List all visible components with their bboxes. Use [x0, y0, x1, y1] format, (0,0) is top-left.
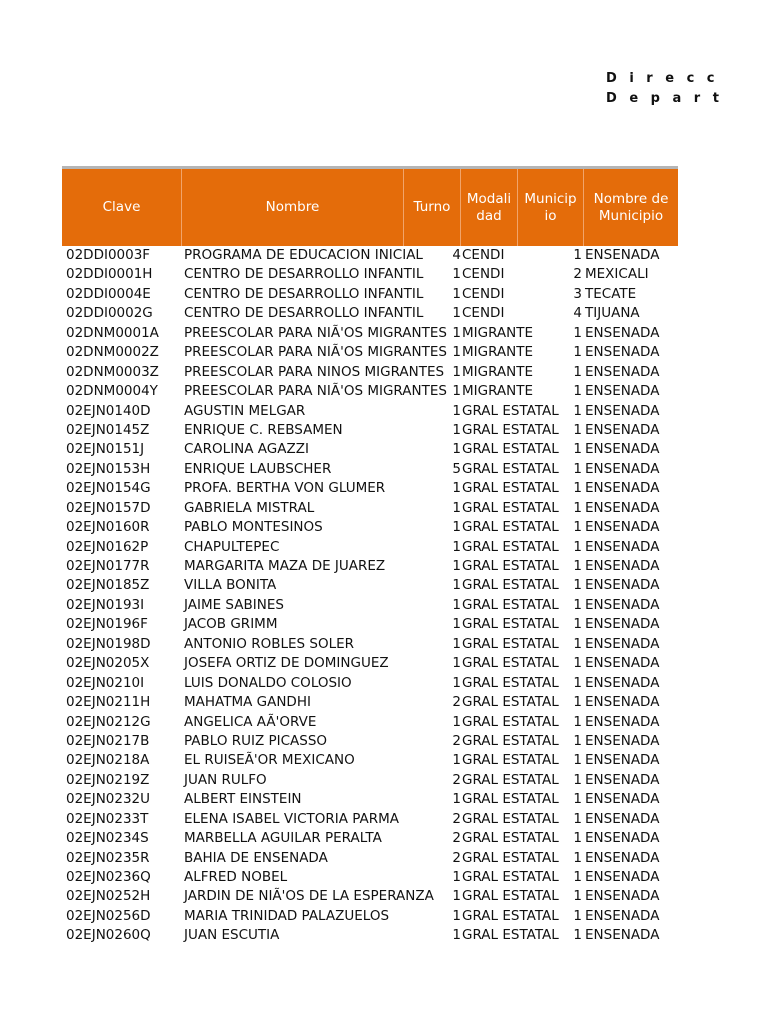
- cell-modalidad: GRAL ESTATAL: [462, 577, 559, 594]
- cell-municipio: 1: [573, 383, 582, 400]
- cell-clave: 02DDI0002G: [66, 305, 153, 322]
- cell-modalidad: CENDI: [462, 285, 505, 302]
- cell-clave: 02EJN0196F: [66, 616, 148, 633]
- cell-turno: 1: [452, 480, 461, 497]
- cell-nombre: MARGARITA MAZA DE JUAREZ: [184, 558, 386, 574]
- table-row: [62, 576, 678, 595]
- cell-clave: 02EJN0198D: [66, 635, 151, 652]
- cell-turno: 1: [452, 558, 461, 574]
- cell-nombre-municipio: ENSENADA: [585, 888, 660, 905]
- table-row: [62, 654, 678, 673]
- cell-clave: 02EJN0154G: [66, 480, 151, 497]
- table-row: [62, 363, 678, 382]
- cell-modalidad: GRAL ESTATAL: [462, 480, 559, 497]
- cell-municipio: 1: [573, 558, 582, 574]
- cell-modalidad: GRAL ESTATAL: [462, 519, 559, 536]
- cell-modalidad: GRAL ESTATAL: [462, 616, 559, 633]
- document-title-line-1: D i r e c c: [606, 71, 719, 86]
- table-row: [62, 596, 678, 615]
- table-row: [62, 382, 678, 401]
- table-row: [62, 460, 678, 479]
- cell-turno: 2: [452, 694, 461, 711]
- cell-turno: 1: [452, 635, 461, 652]
- cell-municipio: 1: [573, 577, 582, 594]
- table-row: [62, 849, 678, 868]
- cell-clave: 02EJN0205X: [66, 655, 150, 672]
- cell-municipio: 1: [573, 460, 582, 477]
- table-row: [62, 635, 678, 654]
- cell-nombre-municipio: ENSENADA: [585, 480, 660, 497]
- cell-clave: 02EJN0219Z: [66, 771, 150, 788]
- cell-municipio: 1: [573, 830, 582, 847]
- cell-clave: 02EJN0234S: [66, 830, 149, 847]
- cell-modalidad: GRAL ESTATAL: [462, 402, 559, 419]
- table-row: [62, 324, 678, 343]
- cell-modalidad: GRAL ESTATAL: [462, 674, 559, 691]
- cell-turno: 1: [452, 499, 461, 516]
- cell-municipio: 1: [573, 927, 582, 944]
- cell-municipio: 1: [573, 616, 582, 633]
- cell-modalidad: GRAL ESTATAL: [462, 888, 559, 905]
- cell-modalidad: GRAL ESTATAL: [462, 596, 559, 613]
- cell-turno: 4: [452, 247, 461, 263]
- cell-municipio: 1: [573, 421, 582, 438]
- cell-nombre: CENTRO DE DESARROLLO INFANTIL: [184, 305, 424, 322]
- table-row: [62, 615, 678, 634]
- cell-nombre: CHAPULTEPEC: [184, 538, 280, 555]
- table-row: [62, 557, 678, 576]
- cell-nombre: JACOB GRIMM: [184, 616, 278, 633]
- cell-nombre-municipio: ENSENADA: [585, 441, 660, 458]
- cell-nombre-municipio: ENSENADA: [585, 674, 660, 691]
- cell-modalidad: GRAL ESTATAL: [462, 752, 559, 769]
- cell-nombre: CAROLINA AGAZZI: [184, 441, 309, 458]
- cell-nombre: ALBERT EINSTEIN: [184, 791, 302, 808]
- table-row: [62, 499, 678, 518]
- cell-clave: 02DDI0004E: [66, 285, 151, 302]
- table-row: [62, 790, 678, 809]
- cell-modalidad: GRAL ESTATAL: [462, 830, 559, 847]
- cell-municipio: 1: [573, 849, 582, 866]
- cell-clave: 02EJN0157D: [66, 499, 151, 516]
- cell-nombre: ANTONIO ROBLES SOLER: [184, 635, 355, 652]
- cell-turno: 1: [452, 344, 461, 361]
- cell-nombre: ELENA ISABEL VICTORIA PARMA: [184, 810, 400, 827]
- cell-nombre-municipio: ENSENADA: [585, 499, 660, 516]
- cell-turno: 1: [452, 363, 461, 380]
- cell-clave: 02EJN0212G: [66, 713, 151, 730]
- table-row: [62, 674, 678, 693]
- cell-municipio: 1: [573, 596, 582, 613]
- cell-turno: 1: [452, 538, 461, 555]
- table-row: [62, 421, 678, 440]
- cell-nombre-municipio: ENSENADA: [585, 907, 660, 924]
- cell-turno: 2: [452, 830, 461, 847]
- table-row: [62, 926, 678, 945]
- cell-municipio: 1: [573, 635, 582, 652]
- cell-turno: 1: [452, 791, 461, 808]
- cell-modalidad: GRAL ESTATAL: [462, 441, 559, 458]
- cell-nombre: JAIME SABINES: [184, 596, 284, 613]
- cell-nombre: MARBELLA AGUILAR PERALTA: [184, 830, 382, 847]
- cell-modalidad: CENDI: [462, 305, 505, 322]
- table-row: [62, 713, 678, 732]
- cell-nombre-municipio: MEXICALI: [585, 266, 649, 283]
- cell-nombre: VILLA BONITA: [184, 577, 277, 594]
- cell-municipio: 3: [573, 285, 582, 302]
- cell-modalidad: CENDI: [462, 266, 505, 283]
- cell-nombre-municipio: ENSENADA: [585, 830, 660, 847]
- cell-nombre: GABRIELA MISTRAL: [184, 499, 315, 516]
- cell-nombre: PREESCOLAR PARA NIÃ'OS MIGRANTES: [184, 324, 447, 341]
- cell-modalidad: GRAL ESTATAL: [462, 558, 559, 574]
- cell-municipio: 1: [573, 888, 582, 905]
- cell-municipio: 1: [573, 732, 582, 749]
- cell-turno: 5: [452, 460, 461, 477]
- cell-nombre-municipio: ENSENADA: [585, 538, 660, 555]
- cell-modalidad: GRAL ESTATAL: [462, 538, 559, 555]
- table-row: [62, 246, 678, 265]
- cell-clave: 02EJN0210I: [66, 674, 145, 691]
- cell-municipio: 2: [573, 266, 582, 283]
- cell-turno: 1: [452, 616, 461, 633]
- cell-nombre: LUIS DONALDO COLOSIO: [184, 674, 352, 691]
- cell-municipio: 1: [573, 791, 582, 808]
- cell-nombre: JOSEFA ORTIZ DE DOMINGUEZ: [184, 655, 389, 672]
- cell-modalidad: GRAL ESTATAL: [462, 869, 559, 885]
- document-title-line-2: D e p a r t: [606, 91, 723, 106]
- cell-turno: 1: [452, 577, 461, 594]
- cell-municipio: 1: [573, 363, 582, 380]
- cell-nombre-municipio: ENSENADA: [585, 752, 660, 769]
- cell-clave: 02EJN0153H: [66, 460, 151, 477]
- cell-nombre-municipio: ENSENADA: [585, 460, 660, 477]
- cell-nombre: CENTRO DE DESARROLLO INFANTIL: [184, 266, 424, 283]
- table-row: [62, 810, 678, 829]
- cell-clave: 02DDI0003F: [66, 247, 151, 263]
- cell-clave: 02DNM0001A: [66, 324, 159, 341]
- table-row: [62, 538, 678, 557]
- cell-nombre-municipio: ENSENADA: [585, 596, 660, 613]
- cell-nombre-municipio: ENSENADA: [585, 635, 660, 652]
- cell-clave: 02EJN0140D: [66, 402, 151, 419]
- cell-nombre-municipio: TECATE: [585, 285, 637, 302]
- cell-municipio: 1: [573, 752, 582, 769]
- cell-turno: 1: [452, 907, 461, 924]
- cell-clave: 02EJN0218A: [66, 752, 150, 769]
- cell-municipio: 1: [573, 519, 582, 536]
- cell-turno: 1: [452, 927, 461, 944]
- cell-nombre: PREESCOLAR PARA NIÃ'OS MIGRANTES: [184, 383, 447, 400]
- cell-nombre: MAHATMA GANDHI: [184, 694, 311, 711]
- cell-modalidad: GRAL ESTATAL: [462, 907, 559, 924]
- column-header-nombre: Nombre: [182, 169, 404, 246]
- cell-modalidad: MIGRANTE: [462, 344, 534, 361]
- cell-municipio: 4: [573, 305, 582, 322]
- cell-nombre-municipio: ENSENADA: [585, 616, 660, 633]
- table-row: [62, 343, 678, 362]
- column-header-turno: Turno: [404, 169, 461, 246]
- cell-modalidad: GRAL ESTATAL: [462, 927, 559, 944]
- table-row: [62, 402, 678, 421]
- cell-clave: 02EJN0256D: [66, 907, 151, 924]
- cell-nombre: ANGELICA AÃ'ORVE: [184, 713, 317, 730]
- table-row: [62, 907, 678, 926]
- cell-nombre-municipio: ENSENADA: [585, 810, 660, 827]
- cell-nombre: ENRIQUE C. REBSAMEN: [184, 421, 343, 438]
- cell-turno: 1: [452, 674, 461, 691]
- table-row: [62, 771, 678, 790]
- cell-municipio: 1: [573, 694, 582, 711]
- cell-nombre-municipio: ENSENADA: [585, 363, 660, 380]
- cell-clave: 02EJN0151J: [66, 441, 145, 458]
- cell-turno: 1: [452, 285, 461, 302]
- cell-nombre-municipio: TIJUANA: [585, 305, 640, 322]
- cell-clave: 02EJN0235R: [66, 849, 150, 866]
- cell-modalidad: GRAL ESTATAL: [462, 694, 559, 711]
- cell-municipio: 1: [573, 771, 582, 788]
- cell-clave: 02EJN0260Q: [66, 927, 151, 944]
- cell-municipio: 1: [573, 344, 582, 361]
- cell-nombre: JUAN RULFO: [184, 771, 267, 788]
- cell-clave: 02DNM0003Z: [66, 363, 159, 380]
- table-row: [62, 479, 678, 498]
- cell-turno: 1: [452, 266, 461, 283]
- cell-nombre-municipio: ENSENADA: [585, 247, 660, 263]
- table-row: [62, 440, 678, 459]
- cell-nombre: AGUSTIN MELGAR: [184, 402, 306, 419]
- cell-clave: 02EJN0145Z: [66, 421, 150, 438]
- cell-turno: 1: [452, 421, 461, 438]
- cell-turno: 2: [452, 849, 461, 866]
- cell-municipio: 1: [573, 441, 582, 458]
- cell-modalidad: GRAL ESTATAL: [462, 655, 559, 672]
- cell-nombre-municipio: ENSENADA: [585, 402, 660, 419]
- cell-clave: 02EJN0217B: [66, 732, 150, 749]
- column-header-nombre-municipio: Nombre de Municipio: [593, 190, 669, 224]
- table-row: [62, 693, 678, 712]
- cell-turno: 2: [452, 810, 461, 827]
- cell-nombre-municipio: ENSENADA: [585, 421, 660, 438]
- cell-nombre-municipio: ENSENADA: [585, 383, 660, 400]
- cell-turno: 1: [452, 596, 461, 613]
- cell-municipio: 1: [573, 324, 582, 341]
- cell-nombre: MARIA TRINIDAD PALAZUELOS: [184, 907, 390, 924]
- cell-nombre: JUAN ESCUTIA: [184, 927, 280, 944]
- cell-municipio: 1: [573, 499, 582, 516]
- column-header-modalidad: Modali dad: [461, 169, 518, 246]
- table-row: [62, 887, 678, 906]
- cell-nombre: PROFA. BERTHA VON GLUMER: [184, 480, 386, 497]
- cell-turno: 1: [452, 713, 461, 730]
- table-row: [62, 868, 678, 887]
- cell-clave: 02EJN0236Q: [66, 869, 151, 885]
- cell-nombre: PREESCOLAR PARA NIÃ'OS MIGRANTES: [184, 344, 447, 361]
- cell-modalidad: CENDI: [462, 247, 505, 263]
- cell-modalidad: GRAL ESTATAL: [462, 810, 559, 827]
- cell-municipio: 1: [573, 713, 582, 730]
- cell-municipio: 1: [573, 655, 582, 672]
- cell-clave: 02EJN0162P: [66, 538, 149, 555]
- cell-nombre-municipio: ENSENADA: [585, 344, 660, 361]
- cell-turno: 1: [452, 441, 461, 458]
- cell-nombre: JARDIN DE NIÃ'OS DE LA ESPERANZA: [184, 888, 434, 905]
- cell-municipio: 1: [573, 538, 582, 555]
- cell-clave: 02EJN0211H: [66, 694, 151, 711]
- cell-nombre-municipio: ENSENADA: [585, 577, 660, 594]
- cell-modalidad: MIGRANTE: [462, 383, 534, 400]
- cell-nombre-municipio: ENSENADA: [585, 713, 660, 730]
- cell-nombre: PROGRAMA DE EDUCACION INICIAL: [184, 247, 423, 263]
- cell-nombre: PABLO RUIZ PICASSO: [184, 732, 328, 749]
- cell-nombre-municipio: ENSENADA: [585, 558, 660, 574]
- cell-municipio: 1: [573, 247, 582, 263]
- cell-nombre-municipio: ENSENADA: [585, 694, 660, 711]
- schools-table: [62, 166, 678, 946]
- cell-turno: 1: [452, 402, 461, 419]
- cell-nombre-municipio: ENSENADA: [585, 771, 660, 788]
- cell-nombre-municipio: ENSENADA: [585, 791, 660, 808]
- cell-modalidad: MIGRANTE: [462, 324, 534, 341]
- cell-municipio: 1: [573, 402, 582, 419]
- cell-nombre-municipio: ENSENADA: [585, 519, 660, 536]
- cell-nombre: PREESCOLAR PARA NINOS MIGRANTES: [184, 363, 445, 380]
- table-row: [62, 518, 678, 537]
- cell-turno: 1: [452, 305, 461, 322]
- cell-municipio: 1: [573, 810, 582, 827]
- cell-clave: 02EJN0185Z: [66, 577, 150, 594]
- cell-turno: 1: [452, 324, 461, 341]
- cell-nombre: PABLO MONTESINOS: [184, 519, 323, 536]
- cell-municipio: 1: [573, 674, 582, 691]
- table-row: [62, 265, 678, 284]
- table-row: [62, 829, 678, 848]
- cell-turno: 2: [452, 732, 461, 749]
- column-header-municipio: Municip io: [518, 169, 584, 246]
- cell-modalidad: GRAL ESTATAL: [462, 791, 559, 808]
- cell-turno: 1: [452, 888, 461, 905]
- cell-clave: 02EJN0233T: [66, 810, 149, 827]
- cell-clave: 02EJN0252H: [66, 888, 151, 905]
- cell-clave: 02DDI0001H: [66, 266, 153, 283]
- cell-nombre: CENTRO DE DESARROLLO INFANTIL: [184, 285, 424, 302]
- cell-municipio: 1: [573, 907, 582, 924]
- cell-municipio: 1: [573, 869, 582, 885]
- cell-clave: 02EJN0193I: [66, 596, 145, 613]
- cell-nombre-municipio: ENSENADA: [585, 732, 660, 749]
- cell-turno: 1: [452, 869, 461, 885]
- cell-modalidad: GRAL ESTATAL: [462, 849, 559, 866]
- cell-modalidad: MIGRANTE: [462, 363, 534, 380]
- table-row: [62, 732, 678, 751]
- cell-municipio: 1: [573, 480, 582, 497]
- cell-clave: 02EJN0177R: [66, 558, 150, 574]
- cell-nombre-municipio: ENSENADA: [585, 849, 660, 866]
- cell-turno: 1: [452, 752, 461, 769]
- cell-clave: 02DNM0004Y: [66, 383, 158, 400]
- table-row: [62, 285, 678, 304]
- table-row: [62, 304, 678, 323]
- cell-nombre-municipio: ENSENADA: [585, 324, 660, 341]
- cell-modalidad: GRAL ESTATAL: [462, 499, 559, 516]
- cell-modalidad: GRAL ESTATAL: [462, 460, 559, 477]
- cell-turno: 2: [452, 771, 461, 788]
- cell-clave: 02EJN0232U: [66, 791, 151, 808]
- cell-nombre: EL RUISEÃ'OR MEXICANO: [184, 752, 355, 769]
- cell-nombre: ENRIQUE LAUBSCHER: [184, 460, 332, 477]
- cell-turno: 1: [452, 383, 461, 400]
- cell-turno: 1: [452, 655, 461, 672]
- cell-modalidad: GRAL ESTATAL: [462, 771, 559, 788]
- column-header-clave: Clave: [62, 169, 182, 246]
- cell-modalidad: GRAL ESTATAL: [462, 713, 559, 730]
- table-row: [62, 751, 678, 770]
- cell-nombre-municipio: ENSENADA: [585, 655, 660, 672]
- cell-modalidad: GRAL ESTATAL: [462, 635, 559, 652]
- cell-nombre: ALFRED NOBEL: [184, 869, 288, 885]
- cell-nombre: BAHIA DE ENSENADA: [184, 849, 328, 866]
- table-header: [62, 166, 678, 246]
- cell-nombre-municipio: ENSENADA: [585, 927, 660, 944]
- cell-clave: 02DNM0002Z: [66, 344, 159, 361]
- table-body: [62, 246, 678, 946]
- cell-clave: 02EJN0160R: [66, 519, 150, 536]
- cell-modalidad: GRAL ESTATAL: [462, 421, 559, 438]
- cell-turno: 1: [452, 519, 461, 536]
- cell-modalidad: GRAL ESTATAL: [462, 732, 559, 749]
- cell-nombre-municipio: ENSENADA: [585, 869, 660, 885]
